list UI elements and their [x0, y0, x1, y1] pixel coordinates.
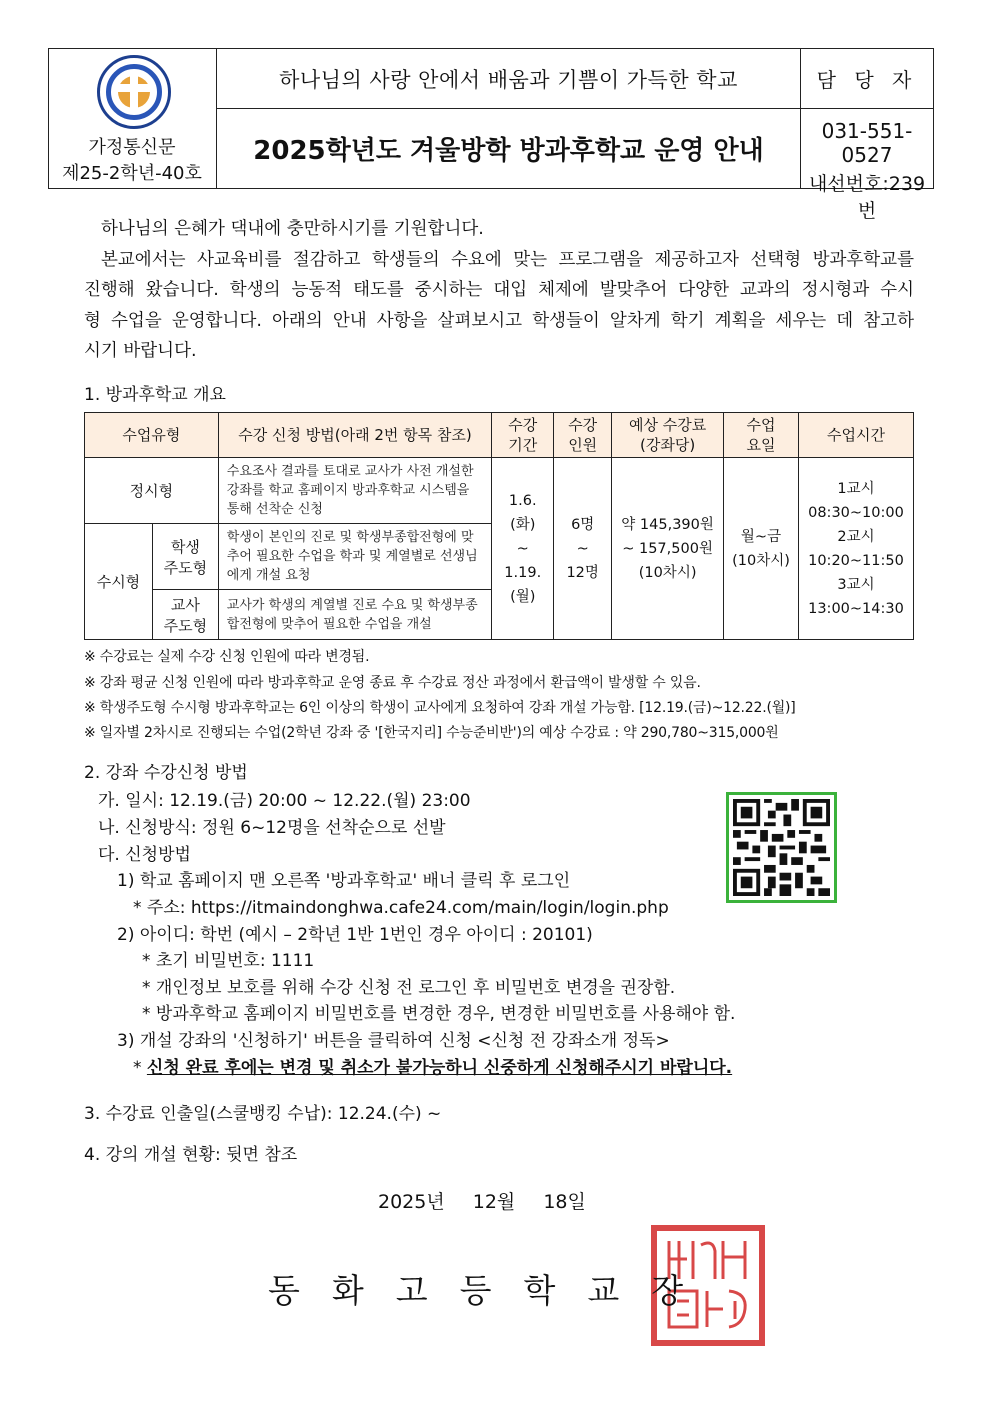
period-cell: 1.6. (화) ~ 1.19. (월)	[492, 458, 554, 640]
note: ※ 일자별 2차시로 진행되는 수업(2학년 강좌 중 '[한국지리] 수능준비반')의 예상 수강료 : 약 290,780~315,000원	[84, 725, 779, 741]
type-susi: 수시형	[85, 524, 153, 640]
page-title: 2025학년도 겨울방학 방과후학교 운영 안내	[217, 109, 801, 188]
apply-method: 나. 신청방식: 정원 6~12명을 선착순으로 선발	[98, 818, 446, 838]
warning-line	[133, 1053, 732, 1078]
contact-phone: 031-551-0527	[821, 119, 913, 167]
homepage-url[interactable]: * 주소: https://itmaindonghwa.cafe24.com/main/login/login.php	[133, 898, 669, 918]
section-3: 3. 수강료 인출일(스쿨뱅킹 수납): 12.24.(수) ~	[84, 1104, 442, 1124]
school-motto: 하나님의 사랑 안에서 배움과 기쁨이 가득한 학교	[217, 49, 801, 109]
issue-date: 2025년 12월 18일	[378, 1191, 586, 1213]
intro-line: 시기 바랍니다.	[84, 341, 197, 361]
intro-line: 본교에서는 사교육비를 절감하고 학생들의 수요에 맞는 프로그램을 제공하고자 선택형 방과후학교를	[101, 249, 914, 270]
header-type: 수업유형	[85, 413, 219, 458]
fee-cell: 약 145,390원 ~ 157,500원 (10차시)	[612, 458, 724, 640]
table-header-row	[85, 413, 914, 458]
note: ※ 강좌 평균 신청 인원에 따라 방과후학교 운영 종료 후 수강료 정산 과정에서 환급액이 발생할 수 있음.	[84, 675, 701, 691]
header-count: 수강 인원	[554, 413, 612, 458]
note: ※ 학생주도형 수시형 방과후학교는 6인 이상의 학생이 교사에게 요청하여 강좌 개설 가능함. [12.19.(금)~12.22.(월)]	[84, 700, 796, 716]
header-time: 수업시간	[798, 413, 913, 458]
time-cell: 1교시 08:30~10:00 2교시 10:20~11:50 3교시 13:00~14:30	[798, 458, 913, 640]
school-info-cell	[49, 49, 217, 188]
header-fee: 예상 수강료 (강좌당)	[612, 413, 724, 458]
header-period: 수강 기간	[492, 413, 554, 458]
warning-text: 신청 완료 후에는 변경 및 취소가 불가능하니 신중하게 신청해주시기 바랍니다.	[146, 1058, 733, 1078]
step-1: 1) 학교 홈페이지 맨 오른쪽 '방과후학교' 배너 클릭 후 로그인	[117, 871, 571, 891]
overview-table	[84, 412, 914, 640]
step-2-note: * 개인정보 보호를 위해 수강 신청 전 로그인 후 비밀번호 변경을 권장함.	[142, 978, 676, 998]
qr-code-icon[interactable]	[726, 792, 837, 903]
apply-date: 가. 일시: 12.19.(금) 20:00 ~ 12.22.(월) 23:00	[98, 791, 471, 811]
intro-line: 형 수업을 운영합니다. 아래의 안내 사항을 살펴보시고 학생들이 알차게 학기 계획을 세우는 데 참고하	[84, 310, 914, 331]
step-3: 3) 개설 강좌의 '신청하기' 버튼을 클릭하여 신청 <신청 전 강좌소개 정독>	[117, 1031, 670, 1051]
desc-teacher: 교사가 학생의 계열별 진로 수요 및 학생부종합전형에 맞추어 필요한 수업을 개설	[218, 590, 491, 640]
document-header	[48, 48, 934, 222]
section-1-heading: 1. 방과후학교 개요	[84, 385, 226, 405]
section-2-heading: 2. 강좌 수강신청 방법	[84, 763, 248, 783]
step-2-note: * 초기 비밀번호: 1111	[142, 951, 315, 971]
subtype-teacher: 교사 주도형	[152, 590, 218, 640]
school-emblem-icon	[97, 55, 171, 129]
table-row	[85, 458, 914, 524]
note: ※ 수강료는 실제 수강 신청 인원에 따라 변경됨.	[84, 649, 370, 665]
subtype-student: 학생 주도형	[152, 524, 218, 590]
warning-star: *	[133, 1058, 142, 1078]
count-cell: 6명 ~ 12명	[554, 458, 612, 640]
header-method: 수강 신청 방법(아래 2번 항목 참조)	[218, 413, 491, 458]
desc-regular: 수요조사 결과를 토대로 교사가 사전 개설한 강좌를 학교 홈페이지 방과후학교 시스템을 통해 선착순 신청	[218, 458, 491, 524]
contact-extension: 내선번호:239번	[808, 173, 926, 222]
doc-type: 가정통신문	[88, 137, 176, 158]
days-cell: 월~금 (10차시)	[724, 458, 799, 640]
desc-student: 학생이 본인의 진로 및 학생부종합전형에 맞추어 필요한 수업을 학과 및 계열별로 선생님에게 개설 요청	[218, 524, 491, 590]
intro-line: 진행해 왔습니다. 학생의 능동적 태도를 중시하는 대입 체제에 발맞추어 다양한 교과의 정시형과 수시	[84, 280, 914, 300]
type-regular: 정시형	[85, 458, 219, 524]
signer-name: 동화고등학교장	[268, 1271, 716, 1310]
doc-number: 제25-2학년-40호	[62, 163, 202, 184]
apply-steps-heading: 다. 신청방법	[98, 845, 191, 865]
step-2-note: * 방과후학교 홈페이지 비밀번호를 변경한 경우, 변경한 비밀번호를 사용해야 함.	[142, 1004, 736, 1024]
intro-greeting: 하나님의 은혜가 댁내에 충만하시기를 기원합니다.	[101, 219, 484, 239]
contact-label: 담 당 자	[801, 49, 933, 109]
section-4: 4. 강의 개설 현황: 뒷면 참조	[84, 1145, 298, 1165]
step-2: 2) 아이디: 학번 (예시 – 2학년 1반 1번인 경우 아이디 : 20101)	[117, 925, 593, 945]
contact-info	[801, 109, 933, 222]
header-days: 수업 요일	[724, 413, 799, 458]
intro-paragraph	[84, 214, 914, 367]
